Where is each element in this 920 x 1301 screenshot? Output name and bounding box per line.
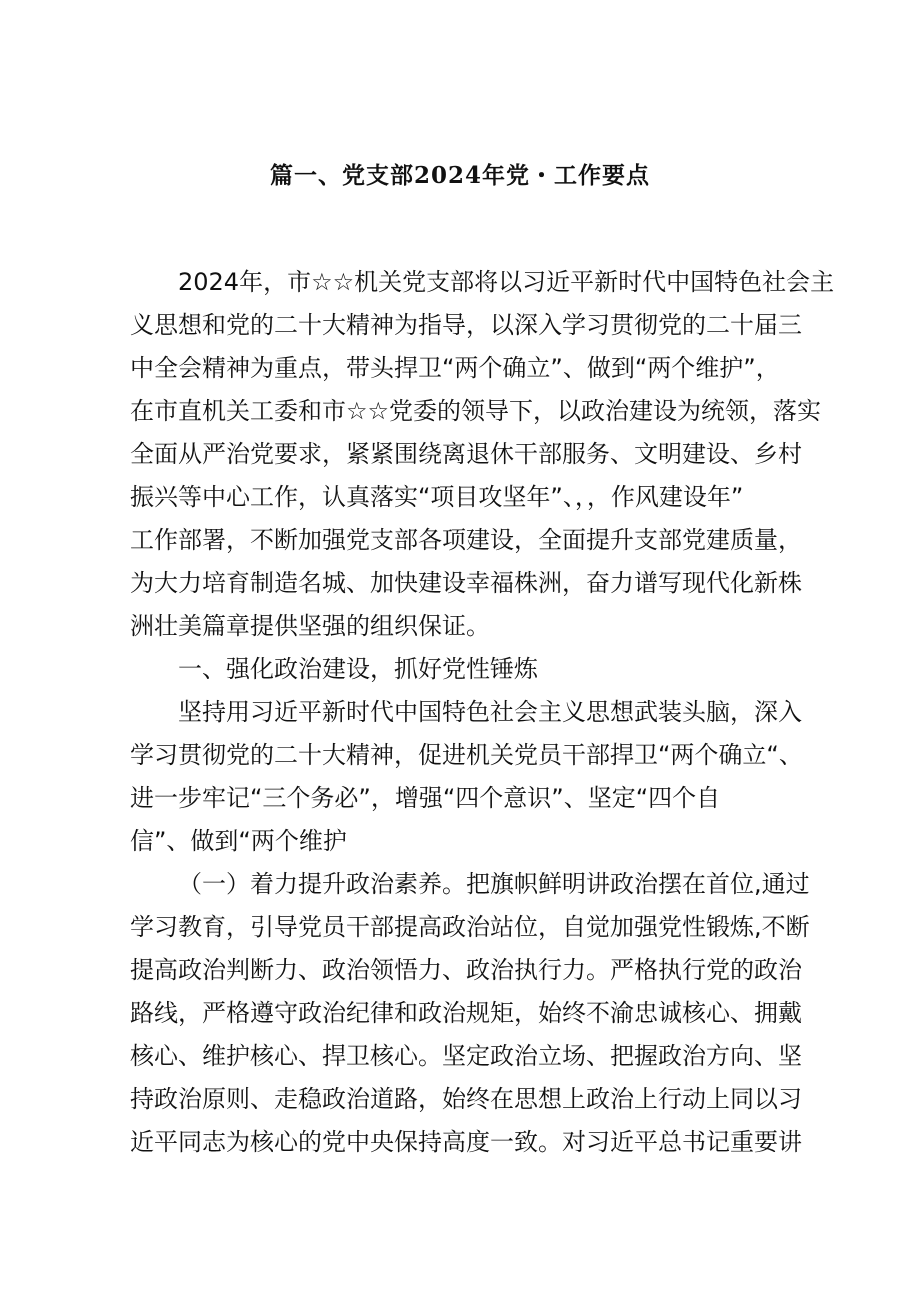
text-line: 坚持用习近平新时代中国特色社会主义思想武装头脑，深入 [178, 698, 802, 726]
text-line: 持政治原则、走稳政治道路，始终在思想上政治上行动上同以习 [130, 1085, 802, 1113]
text-line: 信”、做到“两个维护 [130, 827, 347, 855]
text-line: 为大力培育制造名城、加快建设幸福株洲，奋力谱写现代化新株 [130, 569, 802, 597]
text-line: 学习教育，引导党员干部提高政治站位，自觉加强党性锻炼,不断 [130, 913, 810, 941]
text-line: 工作部署，不断加强党支部各项建设，全面提升支部党建质量， [130, 526, 802, 554]
text-line: 进一步牢记“三个务必”，增强“四个意识”、坚定“四个自 [130, 784, 721, 812]
text-line: 振兴等中心工作，认真落实“项目攻坚年”、，，作风建设年” [130, 483, 744, 511]
text-line: 学习贯彻党的二十大精神，促进机关党员干部捍卫“两个确立“、 [130, 741, 803, 769]
text-line: 义思想和党的二十大精神为指导，以深入学习贯彻党的二十届三 [130, 311, 802, 339]
text-line: 提高政治判断力、政治领悟力、政治执行力。严格执行党的政治 [130, 956, 802, 984]
text-line: 近平同志为核心的党中央保持高度一致。对习近平总书记重要讲 [130, 1128, 802, 1156]
text-line: 2024年，市☆☆机关党支部将以习近平新时代中国特色社会主 [178, 268, 835, 296]
section-heading: 一、强化政治建设，抓好党性锤炼 [178, 655, 538, 683]
document-title: 篇一、党支部2024年党・工作要点 [269, 162, 650, 189]
text-line: 核心、维护核心、捍卫核心。坚定政治立场、把握政治方向、坚 [130, 1042, 802, 1070]
subsection-line: （一）着力提升政治素养。把旗帜鲜明讲政治摆在首位,通过 [178, 870, 810, 898]
text-line: 中全会精神为重点，带头捍卫“两个确立”、做到“两个维护”， [130, 354, 780, 382]
text-line: 在市直机关工委和市☆☆党委的领导下，以政治建设为统领，落实 [130, 397, 822, 425]
text-line: 全面从严治党要求，紧紧围绕离退休干部服务、文明建设、乡村 [130, 440, 802, 468]
text-line: 路线，严格遵守政治纪律和政治规矩，始终不渝忠诚核心、拥戴 [130, 999, 802, 1027]
text-line: 洲壮美篇章提供坚强的组织保证。 [130, 612, 490, 640]
